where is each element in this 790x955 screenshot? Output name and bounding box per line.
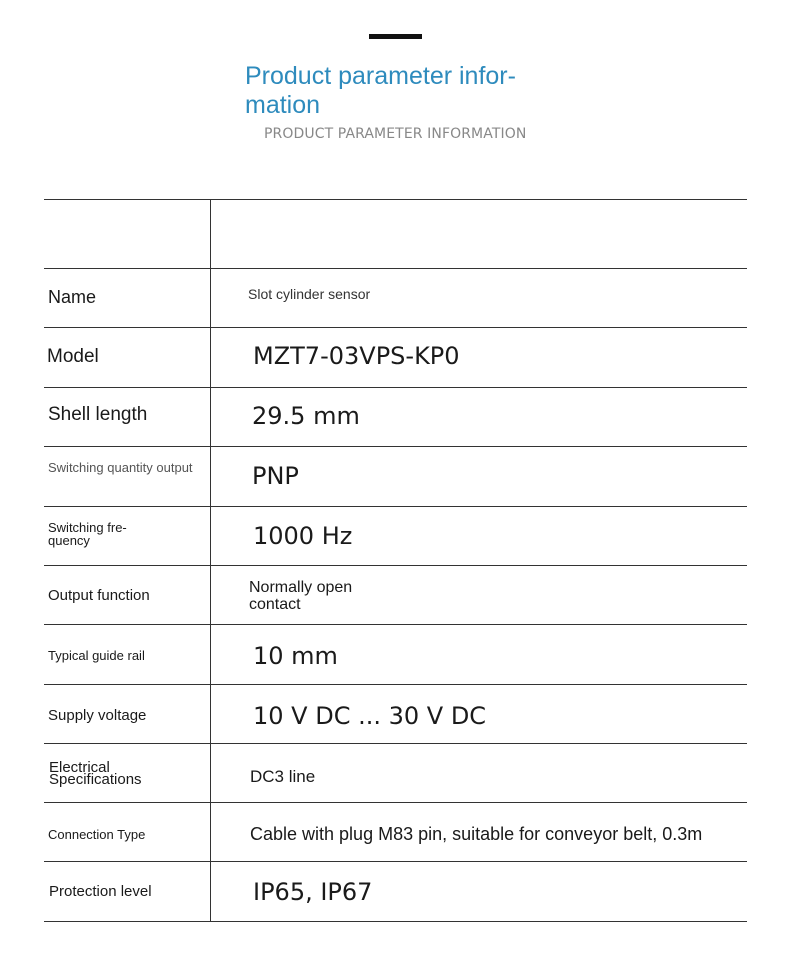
table-rule [44,565,747,566]
page-title-line-2: mation [245,91,321,119]
table-rule [44,861,747,862]
table-rule [44,446,747,447]
spec-value-electrical: DC3 line [250,767,316,786]
spec-value-shell-length: 29.5 mm [252,402,360,430]
table-rule [44,199,747,200]
spec-label-name: Name [48,287,97,307]
spec-value-switching-frequency: 1000 Hz [253,522,353,550]
spec-value-protection-level: IP65, IP67 [253,878,373,906]
spec-label-shell-length: Shell length [48,404,148,425]
spec-label-switching-frequency: Switching fre-quency [48,520,127,548]
table-rule [44,802,747,803]
page-title [245,62,545,120]
spec-label-connection-type: Connection Type [48,827,146,842]
spec-label-guide-rail: Typical guide rail [48,648,145,663]
table-rule [44,506,747,507]
spec-value-name: Slot cylinder sensor [248,286,371,302]
spec-label-supply-voltage: Supply voltage [48,707,147,724]
table-rule [44,684,747,685]
spec-value-model: MZT7-03VPS-KP0 [253,342,460,370]
page-title-line-1: Product parameter infor- [245,62,516,90]
column-divider [210,199,211,921]
header-accent-bar [369,34,422,39]
spec-value-connection-type: Cable with plug M83 pin, suitable for conveyor belt, 0.3m [250,824,703,844]
table-rule [44,327,747,328]
page-subtitle: PRODUCT PARAMETER INFORMATION [264,126,527,142]
spec-value-guide-rail: 10 mm [253,642,338,670]
spec-label-electrical: Electrical Specifications [49,759,142,788]
table-rule [44,624,747,625]
table-rule [44,743,747,744]
table-rule [44,268,747,269]
spec-label-model: Model [47,346,99,367]
table-rule [44,387,747,388]
spec-value-output-function: Normally open contact [249,579,353,613]
spec-label-switching-output: Switching quantity output [48,460,193,475]
table-rule [44,921,747,922]
spec-label-protection-level: Protection level [49,883,152,900]
spec-value-supply-voltage: 10 V DC ... 30 V DC [253,702,487,730]
spec-label-output-function: Output function [48,587,150,604]
spec-value-switching-output: PNP [252,462,299,490]
